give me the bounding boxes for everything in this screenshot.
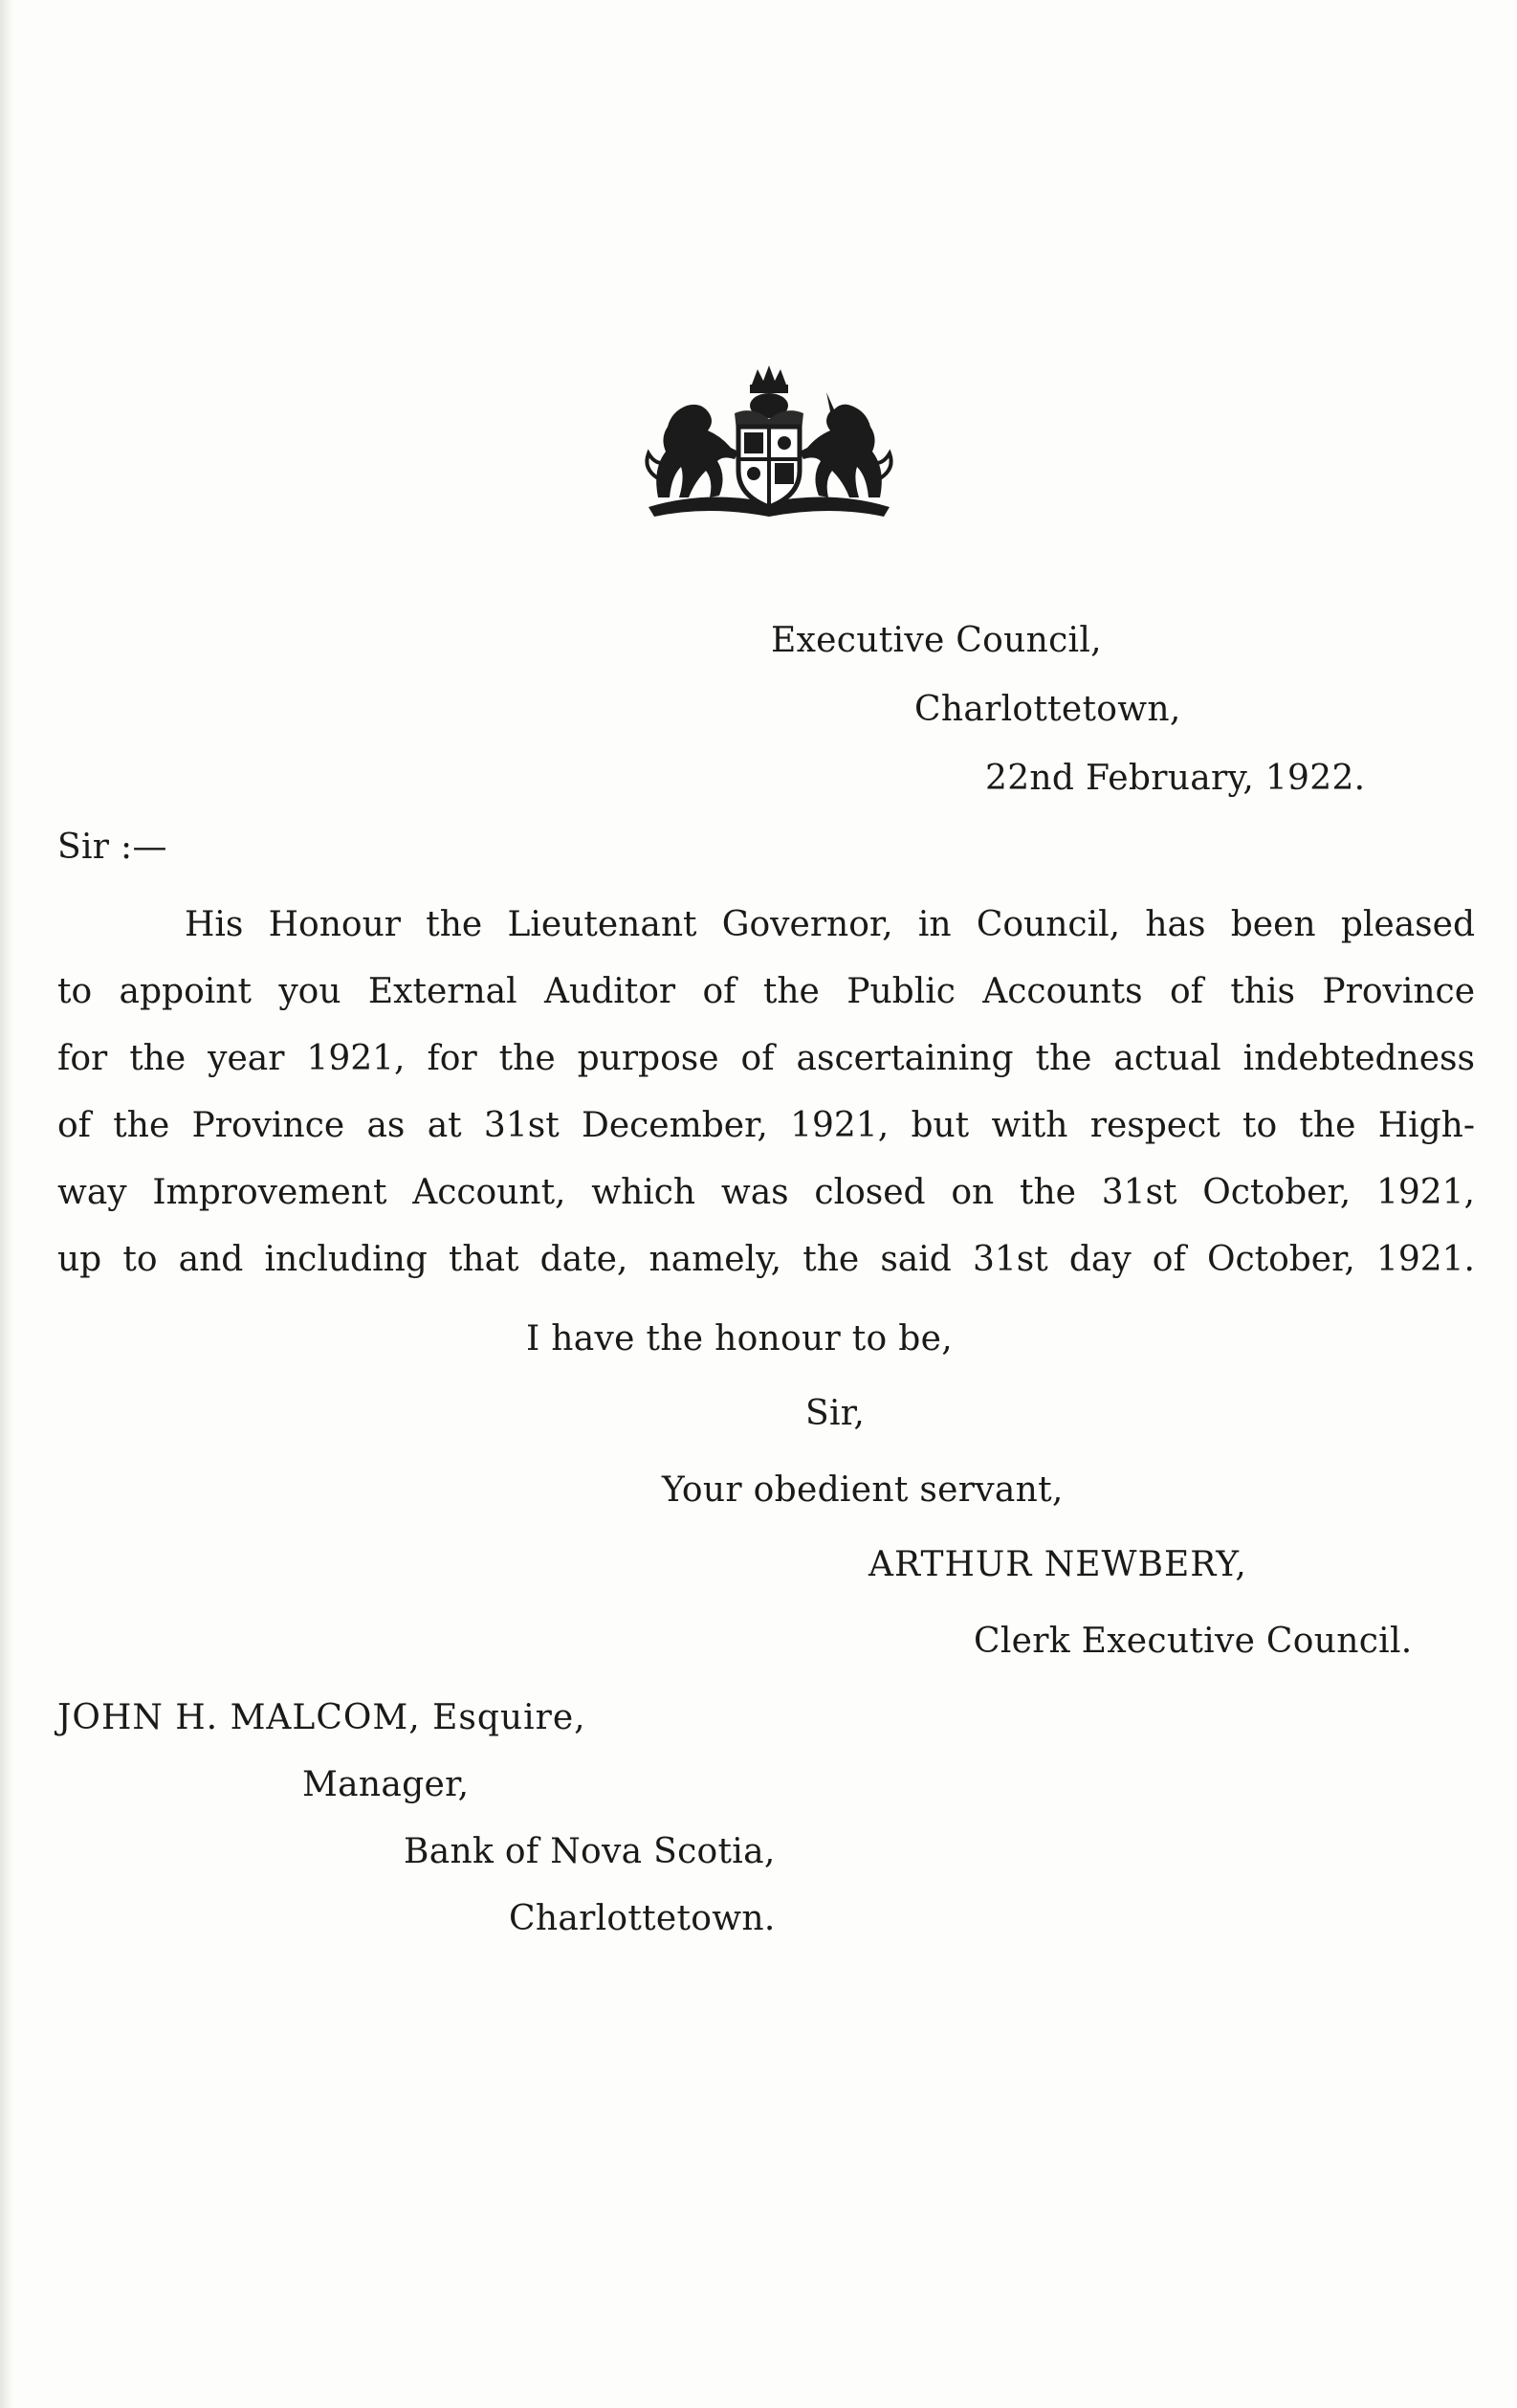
addressee-organization: Bank of Nova Scotia, [404,1832,776,1871]
closing-honour: I have the honour to be, [526,1319,953,1359]
closing-servant: Your obedient servant, [662,1470,1064,1510]
body-line: way Improvement Account, which was closed on the 31st October, 1921, [57,1173,1475,1212]
addressee-name: JOHN H. MALCOM, Esquire, [57,1698,586,1737]
closing-sir: Sir, [805,1394,866,1433]
body-line: for the year 1921, for the purpose of ascertaining the actual indebtedness [57,1039,1475,1078]
body-line: up to and including that date, namely, the said 31st day of October, 1921. [57,1240,1475,1279]
heading-city: Charlottetown, [914,690,1181,729]
page-edge-shadow [0,0,13,2408]
body-line: His Honour the Lieutenant Governor, in Council, has been pleased [185,905,1475,944]
body-line: of the Province as at 31st December, 1921, but with respect to the High- [57,1106,1475,1145]
letter-body [57,892,1475,1293]
heading-executive-council: Executive Council, [771,621,1102,660]
salutation: Sir :— [57,828,167,867]
signatory-title: Clerk Executive Council. [974,1622,1413,1661]
letter-date: 22nd February, 1922. [985,759,1366,798]
addressee-city: Charlottetown. [509,1899,776,1938]
body-line: to appoint you External Auditor of the Public Accounts of this Province [57,972,1475,1011]
addressee-position: Manager, [302,1765,470,1804]
coat-of-arms-icon [639,364,899,526]
signatory-name: ARTHUR NEWBERY, [868,1545,1247,1584]
